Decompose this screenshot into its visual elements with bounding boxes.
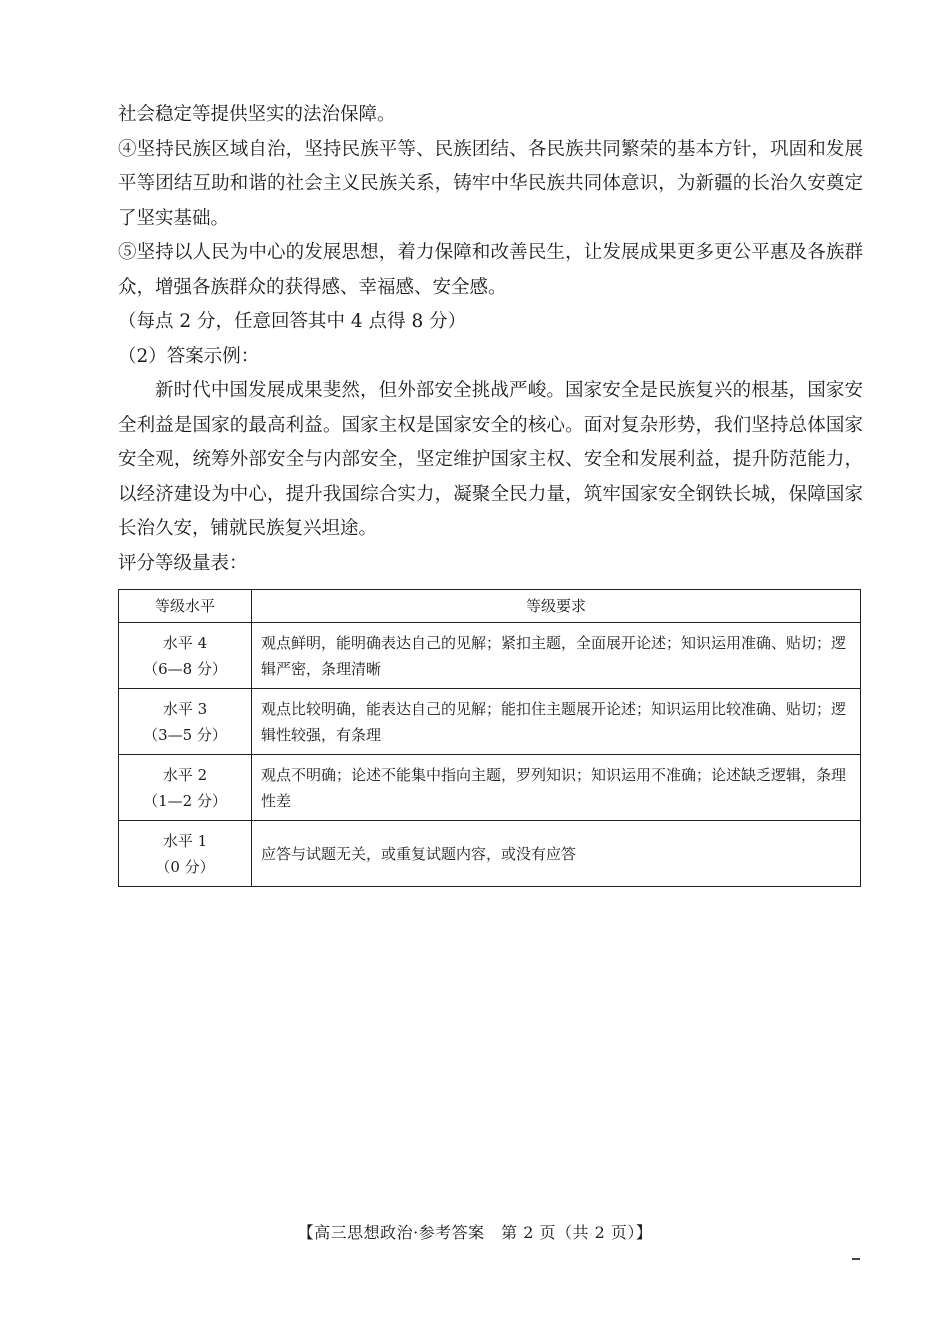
grading-scale-title: 评分等级量表： bbox=[118, 552, 248, 574]
level-name: 水平 4 bbox=[162, 633, 208, 652]
requirement-cell: 观点不明确；论述不能集中指向主题，罗列知识；知识运用不准确；论述缺乏逻辑，条理性差 bbox=[252, 755, 861, 821]
level-cell bbox=[119, 689, 252, 755]
grading-table-wrapper bbox=[118, 589, 863, 887]
level-cell bbox=[119, 623, 252, 689]
requirement-cell: 观点鲜明，能明确表达自己的见解；紧扣主题，全面展开论述；知识运用准确、贴切；逻辑严密，条理清晰 bbox=[252, 623, 861, 689]
level-name: 水平 3 bbox=[162, 699, 208, 718]
level-cell bbox=[119, 755, 252, 821]
paragraph-point-5: ⑤坚持以人民为中心的发展思想，着力保障和改善民生，让发展成果更多更公平惠及各族群众，增强各族群众的获得感、幸福感、安全感。 bbox=[118, 242, 863, 298]
table-row bbox=[119, 689, 861, 755]
level-score: （0 分） bbox=[155, 857, 215, 876]
corner-mark bbox=[852, 1258, 860, 1260]
answer-content bbox=[118, 98, 863, 887]
level-name: 水平 1 bbox=[162, 831, 208, 850]
header-requirement: 等级要求 bbox=[252, 590, 861, 623]
requirement-cell: 应答与试题无关，或重复试题内容，或没有应答 bbox=[252, 821, 861, 887]
table-header-row bbox=[119, 590, 861, 623]
answer-example-heading: （2）答案示例： bbox=[118, 345, 260, 367]
grading-table bbox=[118, 589, 861, 887]
answer-example-text: 新时代中国发展成果斐然，但外部安全挑战严峻。国家安全是民族复兴的根基，国家安全利益是国家的最高利益。国家主权是国家安全的核心。面对复杂形势，我们坚持总体国家安全观，统筹外部安全与内部安全，坚定维护国家主权、安全和发展利益，提升防范能力，以经济建设为中心，提升我国综合实力，凝聚全民力量，筑牢国家安全钢铁长城，保障国家长治久安，铺就民族复兴坦途。 bbox=[118, 380, 863, 539]
table-row bbox=[119, 623, 861, 689]
table-row bbox=[119, 755, 861, 821]
paragraph-rule-of-law: 社会稳定等提供坚实的法治保障。 bbox=[118, 104, 396, 125]
level-score: （6—8 分） bbox=[143, 659, 227, 678]
requirement-cell: 观点比较明确，能表达自己的见解；能扣住主题展开论述；知识运用比较准确、贴切；逻辑性较强，有条理 bbox=[252, 689, 861, 755]
table-row bbox=[119, 821, 861, 887]
scoring-note: （每点 2 分，任意回答其中 4 点得 8 分） bbox=[118, 311, 467, 332]
level-name: 水平 2 bbox=[162, 765, 208, 784]
header-level: 等级水平 bbox=[119, 590, 252, 623]
paragraph-point-4: ④坚持民族区域自治，坚持民族平等、民族团结、各民族共同繁荣的基本方针，巩固和发展平等团结互助和谐的社会主义民族关系，铸牢中华民族共同体意识，为新疆的长治久安奠定了坚实基础。 bbox=[118, 138, 863, 229]
level-score: （1—2 分） bbox=[143, 791, 227, 810]
level-cell bbox=[119, 821, 252, 887]
level-score: （3—5 分） bbox=[143, 725, 227, 744]
page-footer: 【高三思想政治·参考答案 第 2 页（共 2 页）】 bbox=[297, 1223, 653, 1242]
